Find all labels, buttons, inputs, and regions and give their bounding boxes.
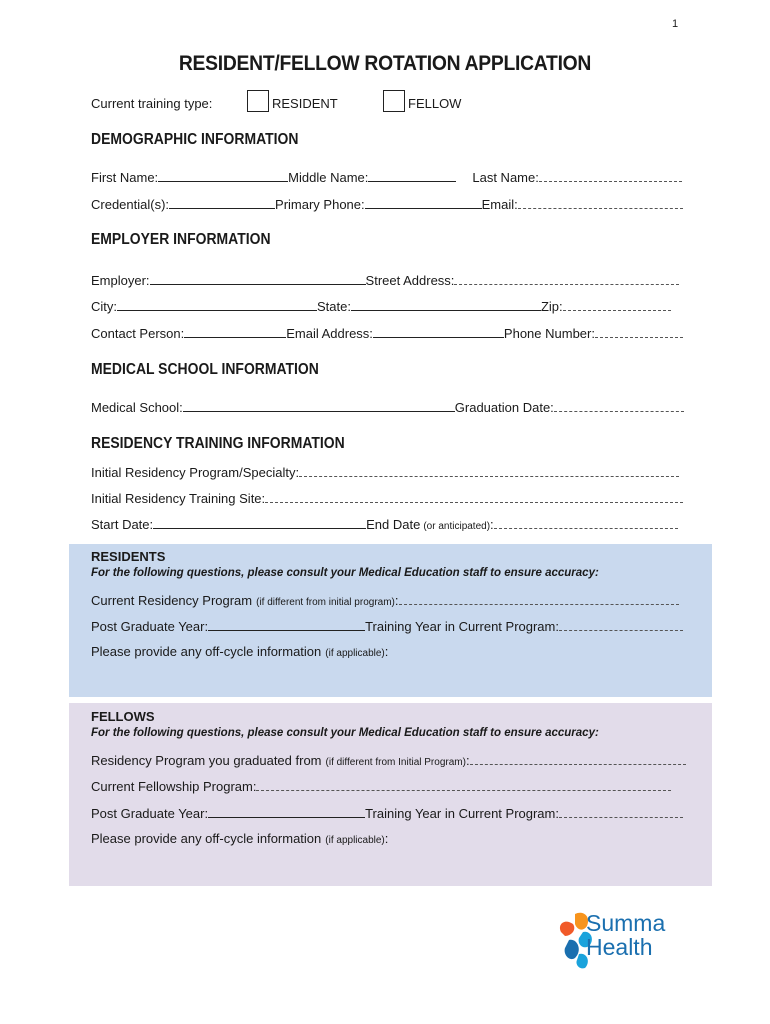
zip-label: Zip: bbox=[540, 299, 563, 314]
state-label: State: bbox=[317, 299, 351, 314]
residents-instruction: For the following questions, please consult your Medical Education staff to ensure accuracy: bbox=[91, 567, 599, 579]
city-field[interactable] bbox=[117, 298, 317, 311]
current-program-note: (if different from initial program) bbox=[256, 597, 395, 608]
street-address-field[interactable] bbox=[454, 272, 679, 285]
residents-offcycle-note: (if applicable) bbox=[325, 648, 385, 659]
page-title: RESIDENT/FELLOW ROTATION APPLICATION bbox=[178, 52, 592, 75]
dates-row bbox=[91, 516, 678, 532]
current-program-field[interactable] bbox=[399, 592, 679, 605]
credentials-label: Credential(s): bbox=[91, 197, 170, 212]
fellows-offcycle-colon: : bbox=[384, 831, 389, 846]
fellows-pgy-row bbox=[91, 805, 683, 821]
credentials-field[interactable] bbox=[169, 196, 275, 209]
last-name-label: Last Name: bbox=[472, 170, 539, 185]
current-fellowship-field[interactable] bbox=[256, 778, 671, 791]
medical-school-label: Medical School: bbox=[91, 400, 183, 415]
start-date-field[interactable] bbox=[153, 516, 366, 529]
contact-person-field[interactable] bbox=[184, 325, 286, 338]
initial-site-row bbox=[91, 490, 683, 506]
residents-offcycle-colon: : bbox=[384, 644, 389, 659]
graduated-program-colon: : bbox=[465, 753, 470, 768]
middle-name-field[interactable] bbox=[368, 169, 456, 182]
initial-site-field[interactable] bbox=[265, 490, 683, 503]
fellows-training-year-field[interactable] bbox=[559, 805, 683, 818]
demographic-row-1 bbox=[91, 169, 682, 185]
primary-phone-label: Primary Phone: bbox=[275, 197, 365, 212]
resident-checkbox[interactable] bbox=[247, 90, 269, 112]
middle-name-label: Middle Name: bbox=[288, 170, 369, 185]
employer-label: Employer: bbox=[91, 273, 150, 288]
medical-school-row bbox=[91, 399, 684, 415]
residents-heading: RESIDENTS bbox=[91, 549, 166, 564]
residents-pgy-label: Post Graduate Year: bbox=[91, 619, 209, 634]
end-date-label: End Date bbox=[366, 517, 421, 532]
employer-row-3 bbox=[91, 325, 683, 341]
fellows-offcycle-label: Please provide any off-cycle information bbox=[91, 831, 322, 846]
fellows-offcycle-row bbox=[91, 831, 388, 846]
email-address-field[interactable] bbox=[373, 325, 504, 338]
phone-number-field[interactable] bbox=[595, 325, 683, 338]
employer-row-2 bbox=[91, 298, 671, 314]
end-date-colon: : bbox=[490, 517, 494, 532]
training-type-label: Current training type: bbox=[91, 96, 213, 111]
current-program-colon: : bbox=[394, 593, 399, 608]
last-name-field[interactable] bbox=[539, 169, 682, 182]
employer-heading: EMPLOYER INFORMATION bbox=[91, 231, 271, 248]
initial-program-row bbox=[91, 464, 679, 480]
residents-pgy-row bbox=[91, 618, 683, 634]
graduated-program-note: (if different from Initial Program) bbox=[325, 757, 466, 768]
current-fellowship-row bbox=[91, 778, 671, 794]
fellow-option-label: FELLOW bbox=[408, 96, 462, 111]
initial-site-label: Initial Residency Training Site: bbox=[91, 491, 266, 506]
residents-offcycle-row bbox=[91, 644, 388, 659]
current-program-label: Current Residency Program bbox=[91, 593, 253, 608]
medical-school-heading: MEDICAL SCHOOL INFORMATION bbox=[91, 361, 319, 378]
residency-training-heading: RESIDENCY TRAINING INFORMATION bbox=[91, 435, 345, 452]
fellows-pgy-label: Post Graduate Year: bbox=[91, 806, 209, 821]
graduated-program-field[interactable] bbox=[470, 752, 686, 765]
residents-offcycle-label: Please provide any off-cycle information bbox=[91, 644, 322, 659]
employer-row-1 bbox=[91, 272, 679, 288]
city-label: City: bbox=[91, 299, 117, 314]
employer-field[interactable] bbox=[150, 272, 366, 285]
fellows-instruction: For the following questions, please consult your Medical Education staff to ensure accuracy: bbox=[91, 727, 599, 739]
medical-school-field[interactable] bbox=[183, 399, 455, 412]
current-fellowship-label: Current Fellowship Program: bbox=[91, 779, 257, 794]
logo-text-health: Health bbox=[586, 934, 653, 960]
demographic-heading: DEMOGRAPHIC INFORMATION bbox=[91, 131, 299, 148]
email-field[interactable] bbox=[518, 196, 683, 209]
graduation-date-field[interactable] bbox=[554, 399, 684, 412]
email-address-label: Email Address: bbox=[286, 326, 373, 341]
initial-program-label: Initial Residency Program/Specialty: bbox=[91, 465, 300, 480]
resident-option-label: RESIDENT bbox=[272, 96, 338, 111]
end-date-field[interactable] bbox=[494, 516, 678, 529]
zip-field[interactable] bbox=[563, 298, 671, 311]
state-field[interactable] bbox=[351, 298, 541, 311]
first-name-field[interactable] bbox=[158, 169, 288, 182]
residents-pgy-field[interactable] bbox=[208, 618, 365, 631]
email-label: Email: bbox=[481, 197, 518, 212]
end-date-note: (or anticipated) bbox=[423, 521, 491, 532]
graduated-program-label: Residency Program you graduated from bbox=[91, 753, 322, 768]
residents-training-year-label: Training Year in Current Program: bbox=[365, 619, 559, 634]
initial-program-field[interactable] bbox=[299, 464, 679, 477]
fellow-checkbox[interactable] bbox=[383, 90, 405, 112]
fellows-heading: FELLOWS bbox=[91, 709, 155, 724]
start-date-label: Start Date: bbox=[91, 517, 154, 532]
logo-text-summa: Summa bbox=[586, 910, 666, 936]
fellows-offcycle-note: (if applicable) bbox=[325, 835, 385, 846]
page-number: 1 bbox=[672, 18, 679, 30]
primary-phone-field[interactable] bbox=[365, 196, 482, 209]
fellows-pgy-field[interactable] bbox=[208, 805, 365, 818]
contact-person-label: Contact Person: bbox=[91, 326, 185, 341]
residents-training-year-field[interactable] bbox=[559, 618, 683, 631]
demographic-row-2 bbox=[91, 196, 683, 212]
first-name-label: First Name: bbox=[91, 170, 159, 185]
graduation-date-label: Graduation Date: bbox=[454, 400, 554, 415]
fellows-training-year-label: Training Year in Current Program: bbox=[365, 806, 559, 821]
phone-number-label: Phone Number: bbox=[503, 326, 595, 341]
graduated-program-row bbox=[91, 752, 686, 768]
street-address-label: Street Address: bbox=[365, 273, 455, 288]
current-program-row bbox=[91, 592, 679, 608]
